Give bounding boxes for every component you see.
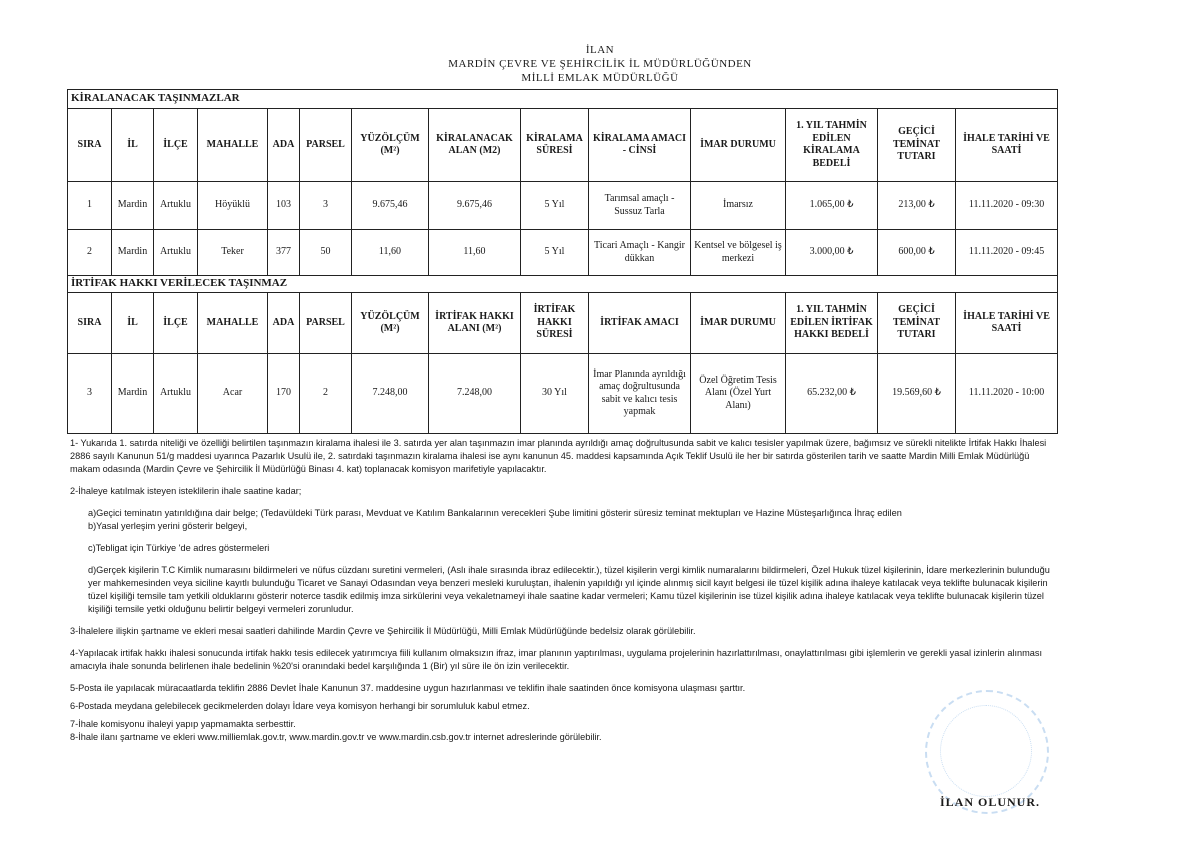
table-cell: Özel Öğretim Tesis Alanı (Özel Yurt Alanı) [691, 354, 786, 434]
table-cell: 5 Yıl [521, 182, 589, 230]
note-2b: b)Yasal yerleşim yerini gösterir belgeyi, [88, 521, 248, 531]
table-cell: Höyüklü [198, 182, 268, 230]
header-cell: İMAR DURUMU [691, 109, 786, 182]
table-header-row [68, 109, 1058, 182]
header-cell: 1. YIL TAHMİN EDİLEN İRTİFAK HAKKI BEDELİ [786, 293, 878, 354]
table-cell: Artuklu [154, 230, 198, 276]
table-cell: İmar Planında ayrıldığı amaç doğrultusunda sabit ve kalıcı tesis yapmak [589, 354, 691, 434]
table-cell: 9.675,46 [352, 182, 429, 230]
table-cell: Mardin [112, 230, 154, 276]
header-cell: KİRALANACAK ALAN (M2) [429, 109, 521, 182]
header-cell: MAHALLE [198, 293, 268, 354]
table-row [68, 182, 1058, 230]
header-cell: PARSEL [300, 293, 352, 354]
table-cell: 2 [300, 354, 352, 434]
announcement-title: İLAN [585, 44, 615, 56]
table-cell: 3 [300, 182, 352, 230]
header-cell: İHALE TARİHİ VE SAATİ [956, 109, 1058, 182]
header-cell: YÜZÖLÇÜM (M²) [352, 109, 429, 182]
table-cell: 1 [68, 182, 112, 230]
table-cell: 170 [268, 354, 300, 434]
table-cell: 11.11.2020 - 09:45 [956, 230, 1058, 276]
announcement-notes [70, 437, 1055, 744]
table-cell: 65.232,00 ₺ [786, 354, 878, 434]
note-6: 6-Postada meydana gelebilecek gecikmelerden dolayı İdare veya komisyon herhangi bir sorumluluk kabul etmez. [70, 701, 530, 711]
table-cell: 1.065,00 ₺ [786, 182, 878, 230]
table-cell: 11.11.2020 - 10:00 [956, 354, 1058, 434]
note-4: 4-Yapılacak irtifak hakkı ihalesi sonucunda irtifak hakkı tesis edilecek yatırımcıya fiili kullanım olmaksızın ifraz, imar planının yaptırılması, uygulama projelerinin hazırlattırılması, onaylattırılması gibi işlemlerin ve gerekli yasal izinlerin alınması amacıyla ihale sonunda belirlenen ihale bedelinin %20'si oranındaki bedel karşılığında 1 (Bir) yıl süre ile ön izin verilecektir. [70, 648, 1043, 671]
table-cell: İmarsız [691, 182, 786, 230]
table-cell: Teker [198, 230, 268, 276]
header-cell: İLÇE [154, 293, 198, 354]
table-row [68, 230, 1058, 276]
header-cell: MAHALLE [198, 109, 268, 182]
table-cell: 11,60 [352, 230, 429, 276]
table-cell: 600,00 ₺ [878, 230, 956, 276]
table-cell: 9.675,46 [429, 182, 521, 230]
note-5: 5-Posta ile yapılacak müracaatlarda teklifin 2886 Devlet İhale Kanunun 37. maddesine uygun hazırlanması ve teklifin ihale saatinden önce komisyona ulaşması şarttır. [70, 683, 746, 693]
official-stamp-inner-ring [940, 705, 1032, 797]
note-2d: d)Gerçek kişilerin T.C Kimlik numarasını bildirmeleri ve nüfus cüzdanı suretini vermeleri, (Aslı ihale sırasında ibraz edilecektir.), tüzel kişilerin vergi kimlik numaralarını bildirmeleri, Özel Hukuk tüzel kişilerinin, İdare merkezlerinin bulunduğu yer mahkemesinden veya siciline kayıtlı bulunduğu Ticaret ve Sanayi Odasından veya benzeri mesleki kuruluştan, ihalenin yapıldığı yıl içinde alınmış sicil kayıt belgesi ile tüzel kişilik adına ihaleye katılacak veya teklifte bulunacak kişilerin tüzel kişiliği temsile tam yetkili olduklarını gösterir noterce tasdik edilmiş imza sirkülerini veya vekaletnameyi ihale saatine kadar vermeleri; Kamu tüzel kişilerinin ise tüzel kişilik adına ihaleye katılacak veya teklifte bulunacak kişilerin tüzel kişiliği temsile yetki olduğunu belirtir belgeyi vermeleri zorunludur. [88, 565, 1050, 614]
table-cell: Ticari Amaçlı - Kangir dükkan [589, 230, 691, 276]
table-cell: 7.248,00 [352, 354, 429, 434]
header-cell: İMAR DURUMU [691, 293, 786, 354]
note-2: 2-İhaleye katılmak isteyen isteklilerin ihale saatine kadar; [70, 486, 302, 496]
note-1: 1- Yukarıda 1. satırda niteliği ve özelliği belirtilen taşınmazın kiralama ihalesi ile 3. satırda yer alan taşınmazın imar planında ayrıldığı amaç doğrultusunda sabit ve kalıcı tesisler yapılmak üzere, bağımsız ve sürekli nitelikte İrtifak Hakkı İhalesi 2886 sayılı Kanunun 51/g maddesi uyarınca Pazarlık Usulü ile, 2. satırdaki taşınmazın kiralama ihalesi ise aynı kanunun 45. maddesi kapsamında Açık Teklif Usulü ile her bir satırda gösterilen tarih ve saatte Mardin Milli Emlak Müdürlüğü makam odasında (Mardin Çevre ve Şehircilik İl Müdürlüğü Binası 4. kat) toplanacak komisyon marifetiyle yapılacaktır. [70, 438, 1047, 474]
note-2c: c)Tebligat için Türkiye 'de adres göstermeleri [88, 543, 270, 553]
note-3: 3-İhalelere ilişkin şartname ve ekleri mesai saatleri dahilinde Mardin Çevre ve Şehircilik İl Müdürlüğü, Milli Emlak Müdürlüğünde bedelsiz olarak görülebilir. [70, 626, 696, 636]
header-cell: İHALE TARİHİ VE SAATİ [956, 293, 1058, 354]
header-cell: GEÇİCİ TEMİNAT TUTARI [878, 293, 956, 354]
header-cell: KİRALAMA AMACI - CİNSİ [589, 109, 691, 182]
table-cell: 50 [300, 230, 352, 276]
header-cell: İRTİFAK AMACI [589, 293, 691, 354]
table-cell: 3 [68, 354, 112, 434]
table-cell: Artuklu [154, 182, 198, 230]
table-cell: 19.569,60 ₺ [878, 354, 956, 434]
table-cell: Tarımsal amaçlı - Sussuz Tarla [589, 182, 691, 230]
table-cell: 213,00 ₺ [878, 182, 956, 230]
table-cell: Mardin [112, 182, 154, 230]
section-title-easement: İRTİFAK HAKKI VERİLECEK TAŞINMAZ [68, 276, 1058, 293]
issuing-department: MİLLİ EMLAK MÜDÜRLÜĞÜ [521, 72, 679, 84]
table-cell: 30 Yıl [521, 354, 589, 434]
note-7: 7-İhale komisyonu ihaleyi yapıp yapmamakta serbesttir. [70, 719, 296, 729]
header-cell: İL [112, 109, 154, 182]
header-cell: İL [112, 293, 154, 354]
table-header-row [68, 293, 1058, 354]
table-cell: Kentsel ve bölgesel iş merkezi [691, 230, 786, 276]
header-cell: ADA [268, 109, 300, 182]
issuing-directorate: MARDİN ÇEVRE VE ŞEHİRCİLİK İL MÜDÜRLÜĞÜNDEN [448, 58, 752, 70]
closing-statement: İLAN OLUNUR. [940, 795, 1041, 809]
easement-property-table [67, 275, 1058, 434]
header-cell: 1. YIL TAHMİN EDİLEN KİRALAMA BEDELİ [786, 109, 878, 182]
header-cell: İRTİFAK HAKKI SÜRESİ [521, 293, 589, 354]
table-cell: 5 Yıl [521, 230, 589, 276]
table-cell: Acar [198, 354, 268, 434]
table-cell: 11.11.2020 - 09:30 [956, 182, 1058, 230]
header-cell: SIRA [68, 293, 112, 354]
header-cell: İLÇE [154, 109, 198, 182]
table-cell: 11,60 [429, 230, 521, 276]
table-cell: 2 [68, 230, 112, 276]
header-cell: ADA [268, 293, 300, 354]
header-cell: KİRALAMA SÜRESİ [521, 109, 589, 182]
header-cell: SIRA [68, 109, 112, 182]
table-cell: 7.248,00 [429, 354, 521, 434]
note-2a: a)Geçici teminatın yatırıldığına dair belge; (Tedavüldeki Türk parası, Mevduat ve Katılım Bankalarının verecekleri Şube limitini gösterir süresiz teminat mektupları ve Hazine Müsteşarlığınca İhraç edilen [88, 508, 902, 518]
header-cell: GEÇİCİ TEMİNAT TUTARI [878, 109, 956, 182]
table-cell: 3.000,00 ₺ [786, 230, 878, 276]
table-cell: Artuklu [154, 354, 198, 434]
header-cell: İRTİFAK HAKKI ALANI (M²) [429, 293, 521, 354]
header-cell: YÜZÖLÇÜM (M²) [352, 293, 429, 354]
table-cell: Mardin [112, 354, 154, 434]
table-row [68, 354, 1058, 434]
section-title-rental: KİRALANACAK TAŞINMAZLAR [68, 90, 1058, 109]
rental-properties-table [67, 89, 1058, 276]
table-cell: 103 [268, 182, 300, 230]
header-cell: PARSEL [300, 109, 352, 182]
table-cell: 377 [268, 230, 300, 276]
note-8: 8-İhale ilanı şartname ve ekleri www.milliemlak.gov.tr, www.mardin.gov.tr ve www.mardin.csb.gov.tr internet adreslerinde görülebilir. [70, 732, 602, 742]
